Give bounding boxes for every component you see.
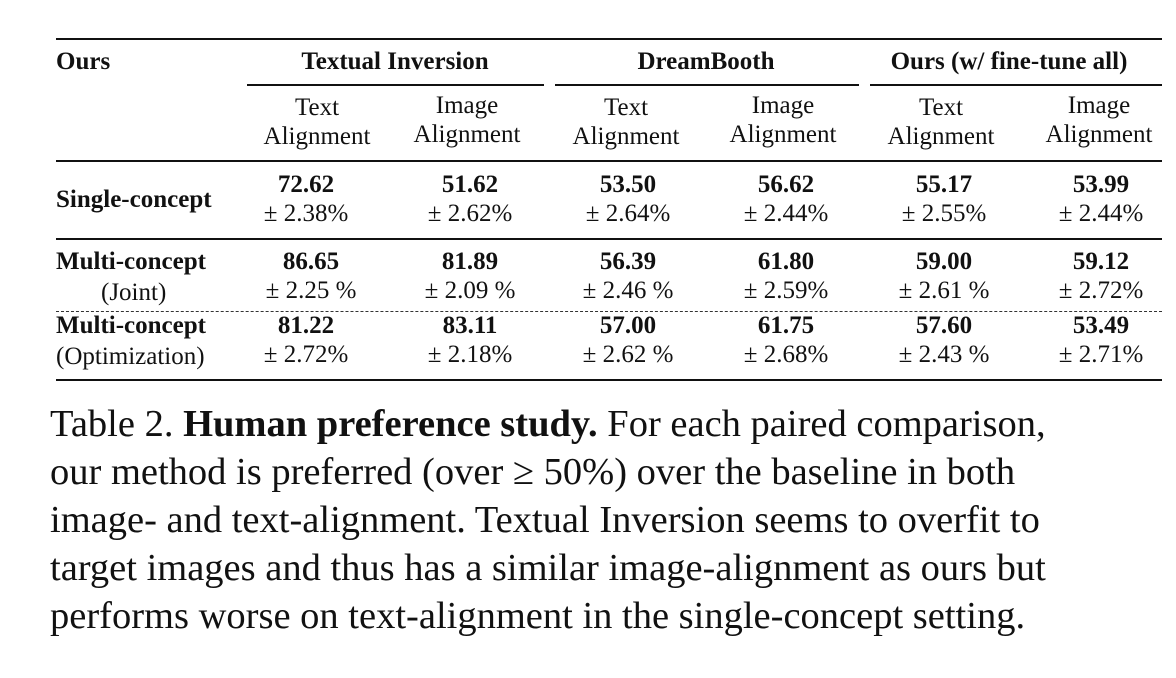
cell-std: ± 2.44% — [1058, 200, 1144, 227]
cell-std: ± 2.55% — [901, 200, 987, 227]
subcol-header: Image Alignment — [1045, 92, 1153, 148]
table-bottom-rule — [56, 379, 1162, 381]
cell-std: ± 2.59% — [743, 277, 829, 304]
caption-line: our method is preferred (over ≥ 50%) over the baseline in both — [50, 451, 1016, 493]
cell-value: 72.62 — [277, 171, 335, 198]
caption-line: performs worse on text-alignment in the single-concept setting. — [50, 595, 1026, 637]
cell-std: ± 2.25 % — [265, 277, 357, 304]
caption-label: Table 2. — [50, 403, 174, 445]
row-label-multi-concept-joint: Multi-concept — [56, 248, 206, 275]
cell-value: 53.49 — [1072, 312, 1130, 339]
cell-value: 59.12 — [1072, 248, 1130, 275]
cell-value: 53.50 — [599, 171, 657, 198]
group-header-dreambooth: DreamBooth — [637, 48, 775, 75]
cell-value: 86.65 — [282, 248, 340, 275]
cell-value: 57.60 — [915, 312, 973, 339]
row-separator-rule — [56, 238, 1162, 240]
cell-value: 53.99 — [1072, 171, 1130, 198]
cell-std: ± 2.62% — [427, 200, 513, 227]
row-label-single-concept: Single-concept — [56, 186, 212, 213]
cell-value: 81.89 — [441, 248, 499, 275]
cell-std: ± 2.09 % — [424, 277, 516, 304]
group-rule-ours-finetune-all — [870, 84, 1162, 86]
cell-std: ± 2.71% — [1058, 341, 1144, 368]
cell-std: ± 2.68% — [743, 341, 829, 368]
cell-value: 61.75 — [757, 312, 815, 339]
cell-value: 55.17 — [915, 171, 973, 198]
cell-std: ± 2.64% — [585, 200, 671, 227]
subcol-header: Text Alignment — [263, 94, 371, 150]
row-sublabel-optimization: (Optimization) — [56, 343, 205, 370]
caption-line — [50, 400, 1176, 448]
cell-std: ± 2.46 % — [582, 277, 674, 304]
cell-std: ± 2.72% — [1058, 277, 1144, 304]
table-top-rule — [56, 38, 1162, 40]
group-header-textual-inversion: Textual Inversion — [301, 48, 489, 75]
cell-std: ± 2.62 % — [582, 341, 674, 368]
cell-std: ± 2.18% — [427, 341, 513, 368]
table-caption — [50, 400, 1176, 640]
caption-text: For each paired comparison, — [607, 403, 1046, 445]
subcol-header: Text Alignment — [887, 94, 995, 150]
cell-std: ± 2.61 % — [898, 277, 990, 304]
subcol-header: Image Alignment — [729, 92, 837, 148]
cell-value: 81.22 — [277, 312, 335, 339]
row-sublabel-joint: (Joint) — [101, 279, 167, 306]
caption-title: Human preference study. — [183, 403, 598, 445]
cell-std: ± 2.72% — [263, 341, 349, 368]
group-rule-textual-inversion — [247, 84, 544, 86]
caption-line: target images and thus has a similar image-alignment as ours but — [50, 547, 1046, 589]
cell-value: 57.00 — [599, 312, 657, 339]
subcol-header: Text Alignment — [572, 94, 680, 150]
cell-std: ± 2.44% — [743, 200, 829, 227]
group-header-ours-finetune-all: Ours (w/ fine-tune all) — [890, 48, 1128, 75]
corner-label: Ours — [56, 48, 111, 75]
cell-value: 61.80 — [757, 248, 815, 275]
cell-value: 56.62 — [757, 171, 815, 198]
cell-value: 83.11 — [442, 312, 498, 339]
cell-std: ± 2.38% — [263, 200, 349, 227]
row-label-multi-concept-optimization: Multi-concept — [56, 312, 206, 339]
group-rule-dreambooth — [555, 84, 859, 86]
cell-value: 59.00 — [915, 248, 973, 275]
cell-std: ± 2.43 % — [898, 341, 990, 368]
header-bottom-rule — [56, 160, 1162, 162]
cell-value: 51.62 — [441, 171, 499, 198]
subcol-header: Image Alignment — [413, 92, 521, 148]
caption-line: image- and text-alignment. Textual Inversion seems to overfit to — [50, 499, 1040, 541]
cell-value: 56.39 — [599, 248, 657, 275]
